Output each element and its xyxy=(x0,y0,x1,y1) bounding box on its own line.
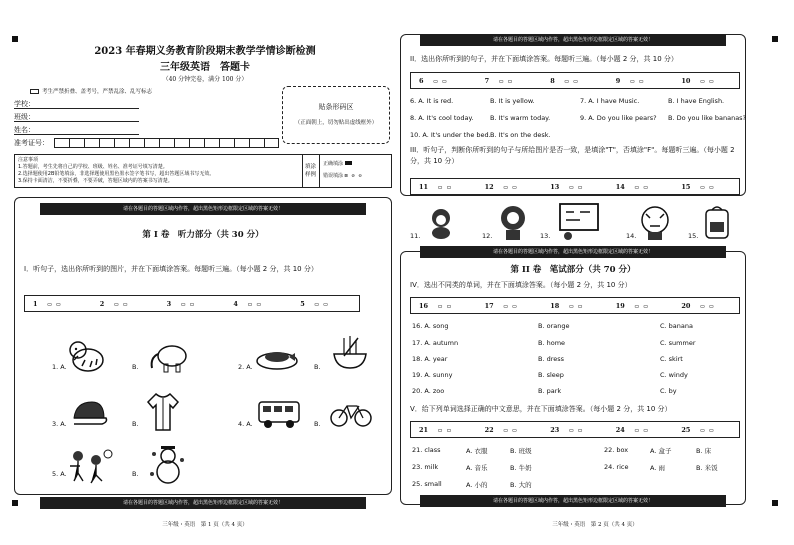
q5-option: A. 雨 xyxy=(650,464,665,472)
warn-bar: 请在各题目的答题区域内作答，超出黑色矩形边框限定区域的答案无效！ xyxy=(40,497,366,509)
q3-label: 13. xyxy=(540,232,551,240)
q5-option: B. 班级 xyxy=(510,447,532,455)
answer-cell[interactable]: 25 ▭ ▭ xyxy=(681,425,714,434)
answer-cell[interactable]: 21 ▭ ▭ xyxy=(419,425,452,434)
q4-instruction: IV．选出不同类的单词，并在下面填涂答案。（每小题 2 分，共 10 分） xyxy=(410,281,632,289)
bus-icon xyxy=(256,398,302,430)
q5-option: B. 米饭 xyxy=(696,464,718,472)
q2-option: 7. A. I have Music. xyxy=(580,97,640,105)
q3-label: 15. xyxy=(688,232,699,240)
answer-cell[interactable]: 22 ▭ ▭ xyxy=(484,425,517,434)
q4-option: 20. A. zoo xyxy=(412,387,445,395)
answer-cell[interactable]: 14 ▭ ▭ xyxy=(615,182,649,191)
q3-instruction: III．听句子，判断你所听到的句子与所给图片是否一致，是填涂"T"，否填涂"F"。每题听三遍。（每小题 2 分，共 10 分） xyxy=(410,146,735,165)
exam-subtitle: 三年级英语 答题卡 xyxy=(160,62,250,73)
q1-instruction: I．听句子，选出你所听到的图片，并在下面填涂答案。每题听三遍。（每小题 2 分，共 10 分） xyxy=(24,265,318,273)
q2-option: B. Do you like bananas? xyxy=(668,114,747,122)
answer-cell[interactable]: 24 ▭ ▭ xyxy=(615,425,649,434)
elephant-icon xyxy=(148,340,190,374)
q4-option: B. home xyxy=(538,339,566,347)
q4-option: C. by xyxy=(660,387,677,395)
q5-option: 21. class xyxy=(412,446,441,454)
q5-option: 23. milk xyxy=(412,463,439,471)
blackboard-icon xyxy=(556,202,602,242)
answer-cell[interactable]: 13 ▭ ▭ xyxy=(550,182,583,191)
q2-option: 10. A. It's under the bed. xyxy=(410,131,491,139)
warning-text: 考生严禁折叠、盖考号，严禁乱涂、乱写标志 xyxy=(42,89,153,95)
answer-cell[interactable]: 7 ▭ ▭ xyxy=(484,76,513,85)
answer-cell[interactable]: 8 ▭ ▭ xyxy=(550,76,579,85)
class-field[interactable] xyxy=(14,112,139,122)
q4-option: C. summer xyxy=(660,339,696,347)
notice-title: 注意事项 xyxy=(18,157,39,163)
answer-cell[interactable]: 10 ▭ ▭ xyxy=(681,76,714,85)
notice-item: 2.选择题使用2B铅笔填涂，非选择题使用黑色墨水签字笔书写，超出答题区域书写无效。 xyxy=(18,171,215,177)
option-label: B. xyxy=(132,470,139,478)
q5-answer-row xyxy=(410,421,740,438)
option-label: 5. A. xyxy=(52,470,67,478)
answer-cell[interactable]: 15 ▭ ▭ xyxy=(681,182,714,191)
q5-option: B. 床 xyxy=(696,447,712,455)
noodles-icon xyxy=(330,334,370,372)
option-label: B. xyxy=(314,420,321,428)
barcode-note: （正面朝上，切勿贴出虚线框外） xyxy=(294,120,378,126)
answer-cell[interactable]: 12 ▭ ▭ xyxy=(484,182,517,191)
barcode-area xyxy=(282,86,390,144)
q5-option: A. 小的 xyxy=(466,481,488,489)
cap-icon xyxy=(68,398,110,430)
monkey-icon xyxy=(424,206,458,240)
bicycle-icon xyxy=(330,400,372,428)
q5-option: A. 衣服 xyxy=(466,447,488,455)
corner-mark xyxy=(12,36,18,42)
warn-bar: 请在各题目的答题区域内作答，超出黑色矩形边框限定区域的答案无效！ xyxy=(40,203,366,215)
answer-cell[interactable]: 4 ▭ ▭ xyxy=(233,299,262,308)
tiger-icon xyxy=(66,338,110,374)
snowman-icon xyxy=(146,444,190,486)
notice-box: 注意事项 1.答题前，考生先将自己的学校、班级、姓名、准考证号填写清楚。 2.选择题使用2B铅笔填涂，非选择题使用黑色墨水签字笔书写，超出答题区域书写无效。 3.保持卡面清洁，不要折叠，不要弄破，答题区域内的答案书写清楚。 填涂样例 正确填涂 错误填涂 ⊠ ⊘ ⊙ xyxy=(14,154,392,188)
q2-option: 8. A. It's cool today. xyxy=(410,114,474,122)
warn-bar: 请在各题目的答题区域内作答，超出黑色矩形边框限定区域的答案无效！ xyxy=(420,34,726,46)
q5-option: 25. small xyxy=(412,480,442,488)
fill-sample-label: 填涂样例 xyxy=(305,164,317,178)
q3-label: 14. xyxy=(626,232,637,240)
option-label: 3. A. xyxy=(52,420,67,428)
q5-option: B. 牛奶 xyxy=(510,464,532,472)
q5-option: B. 大的 xyxy=(510,481,532,489)
option-label: B. xyxy=(132,420,139,428)
q2-option: 9. A. Do you like pears? xyxy=(580,114,657,122)
answer-cell[interactable]: 19 ▭ ▭ xyxy=(615,301,649,310)
q2-option: B. I have English. xyxy=(668,97,725,105)
corner-mark xyxy=(772,500,778,506)
corner-mark xyxy=(12,500,18,506)
answer-cell[interactable]: 20 ▭ ▭ xyxy=(681,301,714,310)
barcode-title: 贴条形码区 xyxy=(318,103,354,111)
q5-option: A. 音乐 xyxy=(466,464,488,472)
exam-no-field[interactable] xyxy=(14,138,279,148)
warn-bar: 请在各题目的答题区域内作答，超出黑色矩形边框限定区域的答案无效！ xyxy=(420,246,726,258)
answer-cell[interactable]: 11 ▭ ▭ xyxy=(419,182,452,191)
q3-answer-row xyxy=(410,178,740,195)
q2-option: B. It's warm today. xyxy=(490,114,551,122)
q4-option: 16. A. song xyxy=(412,322,449,330)
q4-option: C. windy xyxy=(660,371,688,379)
option-label: B. xyxy=(132,363,139,371)
q5-option: 22. box xyxy=(604,446,629,454)
notice-item: 3.保持卡面清洁，不要折叠，不要弄破，答题区域内的答案书写清楚。 xyxy=(18,178,173,184)
q4-option: B. orange xyxy=(538,322,570,330)
q4-option: 17. A. autumn xyxy=(412,339,459,347)
q5-instruction: V．给下列单词选择正确的中文意思，并在下面填涂答案。（每小题 2 分，共 10 分） xyxy=(410,405,672,413)
answer-cell[interactable]: 9 ▭ ▭ xyxy=(615,76,644,85)
q2-answer-row xyxy=(410,72,740,89)
option-label: 4. A. xyxy=(238,420,253,428)
time-note: （40 分钟完卷，满分 100 分） xyxy=(162,76,248,83)
option-label: 1. A. xyxy=(52,363,67,371)
answer-cell[interactable]: 6 ▭ ▭ xyxy=(419,76,447,85)
exam-title: 2023 年春期义务教育阶段期末教学学情诊断检测 xyxy=(94,46,316,57)
answer-cell[interactable]: 17 ▭ ▭ xyxy=(484,301,517,310)
children-playing-icon xyxy=(66,446,116,486)
q3-label: 12. xyxy=(482,232,493,240)
warn-bar: 请在各题目的答题区域内作答，超出黑色矩形边框限定区域的答案无效！ xyxy=(420,495,726,507)
q4-option: C. skirt xyxy=(660,355,683,363)
footer-left: 三年级・英语 第 1 页（共 4 页） xyxy=(162,522,248,528)
wrong-fill-label: 错误填涂 xyxy=(323,173,344,179)
shirt-icon xyxy=(146,392,180,432)
q2-option: B. It's on the desk. xyxy=(490,131,551,139)
q5-option: A. 盒子 xyxy=(650,447,672,455)
notice-item: 1.答题前，考生先将自己的学校、班级、姓名、准考证号填写清楚。 xyxy=(18,164,168,170)
q4-option: B. park xyxy=(538,387,562,395)
part2-title: 第 II 卷 笔试部分（共 70 分） xyxy=(510,265,636,275)
class-label: 班级： xyxy=(14,113,35,121)
q4-option: B. sleep xyxy=(538,371,564,379)
name-field[interactable] xyxy=(14,125,139,135)
q4-option: C. banana xyxy=(660,322,693,330)
answer-cell[interactable]: 18 ▭ ▭ xyxy=(550,301,583,310)
q3-label: 11. xyxy=(410,232,421,240)
q1-answer-row xyxy=(24,295,360,312)
q4-option: 18. A. year xyxy=(412,355,448,363)
school-bag-icon xyxy=(702,204,732,242)
q5-option: 24. rice xyxy=(604,463,629,471)
q4-option: 19. A. sunny xyxy=(412,371,453,379)
corner-mark xyxy=(772,36,778,42)
q2-option: 6. A. It is red. xyxy=(410,97,454,105)
school-label: 学校： xyxy=(14,100,35,108)
answer-cell[interactable]: 16 ▭ ▭ xyxy=(419,301,452,310)
q2-instruction: II．选出你所听到的句子，并在下面填涂答案。每题听三遍。（每小题 2 分，共 10 分） xyxy=(410,55,678,63)
q4-option: B. dress xyxy=(538,355,565,363)
lion-icon xyxy=(496,204,530,242)
option-label: B. xyxy=(314,363,321,371)
school-field[interactable] xyxy=(14,99,139,109)
exam-no-label: 准考证号： xyxy=(14,139,49,147)
answer-cell[interactable]: 5 ▭ ▭ xyxy=(300,299,329,308)
warning-note xyxy=(30,87,152,95)
tiger-face-icon xyxy=(638,204,672,242)
option-label: 2. A. xyxy=(238,363,253,371)
footer-right: 三年级・英语 第 2 页（共 4 页） xyxy=(552,522,638,528)
answer-cell[interactable]: 1 ▭ ▭ xyxy=(33,299,61,308)
fish-plate-icon xyxy=(255,345,299,371)
part1-title: 第 I 卷 听力部分（共 30 分） xyxy=(142,230,264,240)
correct-fill-label: 正确填涂 xyxy=(323,161,344,167)
name-label: 姓名： xyxy=(14,126,35,134)
q4-answer-row xyxy=(410,297,740,314)
answer-cell[interactable]: 2 ▭ ▭ xyxy=(99,299,128,308)
answer-cell[interactable]: 3 ▭ ▭ xyxy=(166,299,195,308)
q2-option: B. It is yellow. xyxy=(490,97,535,105)
answer-cell[interactable]: 23 ▭ ▭ xyxy=(550,425,583,434)
